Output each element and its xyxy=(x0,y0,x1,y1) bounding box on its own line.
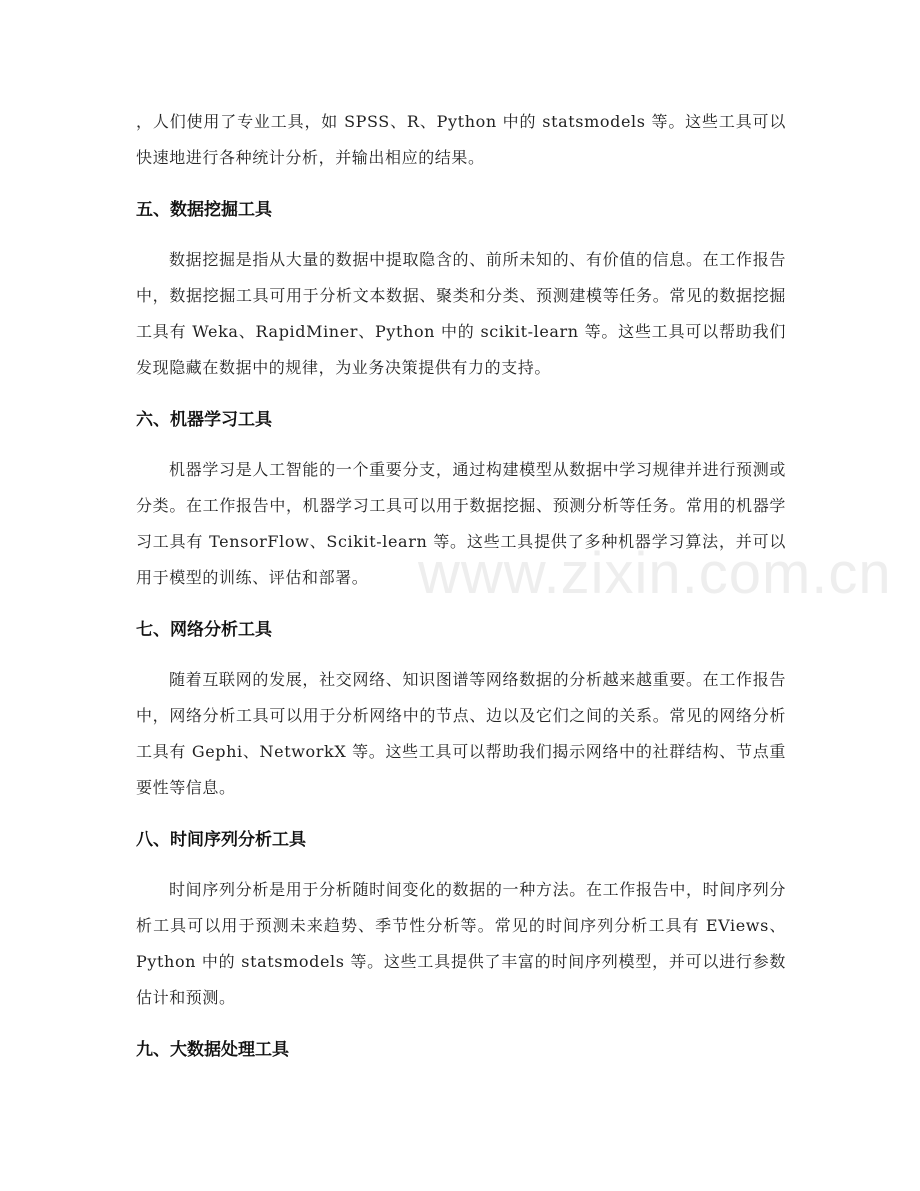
paragraph-data-mining: 数据挖掘是指从大量的数据中提取隐含的、前所未知的、有价值的信息。在工作报告中，数据挖掘工具可用于分析文本数据、聚类和分类、预测建模等任务。常见的数据挖掘工具有 Weka、RapidMiner、Python 中的 scikit-learn 等。这些工具可以帮助我们发现隐藏在数据中的规律，为业务决策提供有力的支持。 xyxy=(136,250,786,377)
watermark: www.zixin.com.cn xyxy=(418,541,892,606)
heading-data-mining-tools: 五、数据挖掘工具 xyxy=(136,200,272,220)
heading-machine-learning-tools: 六、机器学习工具 xyxy=(136,410,272,430)
document-body xyxy=(136,104,786,1068)
heading-big-data-tools: 九、大数据处理工具 xyxy=(136,1040,289,1060)
heading-time-series-tools: 八、时间序列分析工具 xyxy=(136,830,306,850)
heading-network-analysis-tools: 七、网络分析工具 xyxy=(136,620,272,640)
paragraph-stats-tools-continued: ，人们使用了专业工具，如 SPSS、R、Python 中的 statsmodels 等。这些工具可以快速地进行各种统计分析，并输出相应的结果。 xyxy=(136,112,786,167)
paragraph-time-series: 时间序列分析是用于分析随时间变化的数据的一种方法。在工作报告中，时间序列分析工具可以用于预测未来趋势、季节性分析等。常见的时间序列分析工具有 EViews、Python 中的 statsmodels 等。这些工具提供了丰富的时间序列模型，并可以进行参数估计和预测。 xyxy=(136,880,786,1007)
paragraph-machine-learning: 机器学习是人工智能的一个重要分支，通过构建模型从数据中学习规律并进行预测或分类。在工作报告中，机器学习工具可以用于数据挖掘、预测分析等任务。常用的机器学习工具有 TensorFlow、Scikit-learn 等。这些工具提供了多种机器学习算法，并可以用于模型的训练、评估和部署。 xyxy=(136,460,786,587)
paragraph-network-analysis: 随着互联网的发展，社交网络、知识图谱等网络数据的分析越来越重要。在工作报告中，网络分析工具可以用于分析网络中的节点、边以及它们之间的关系。常见的网络分析工具有 Gephi、NetworkX 等。这些工具可以帮助我们揭示网络中的社群结构、节点重要性等信息。 xyxy=(136,670,786,797)
